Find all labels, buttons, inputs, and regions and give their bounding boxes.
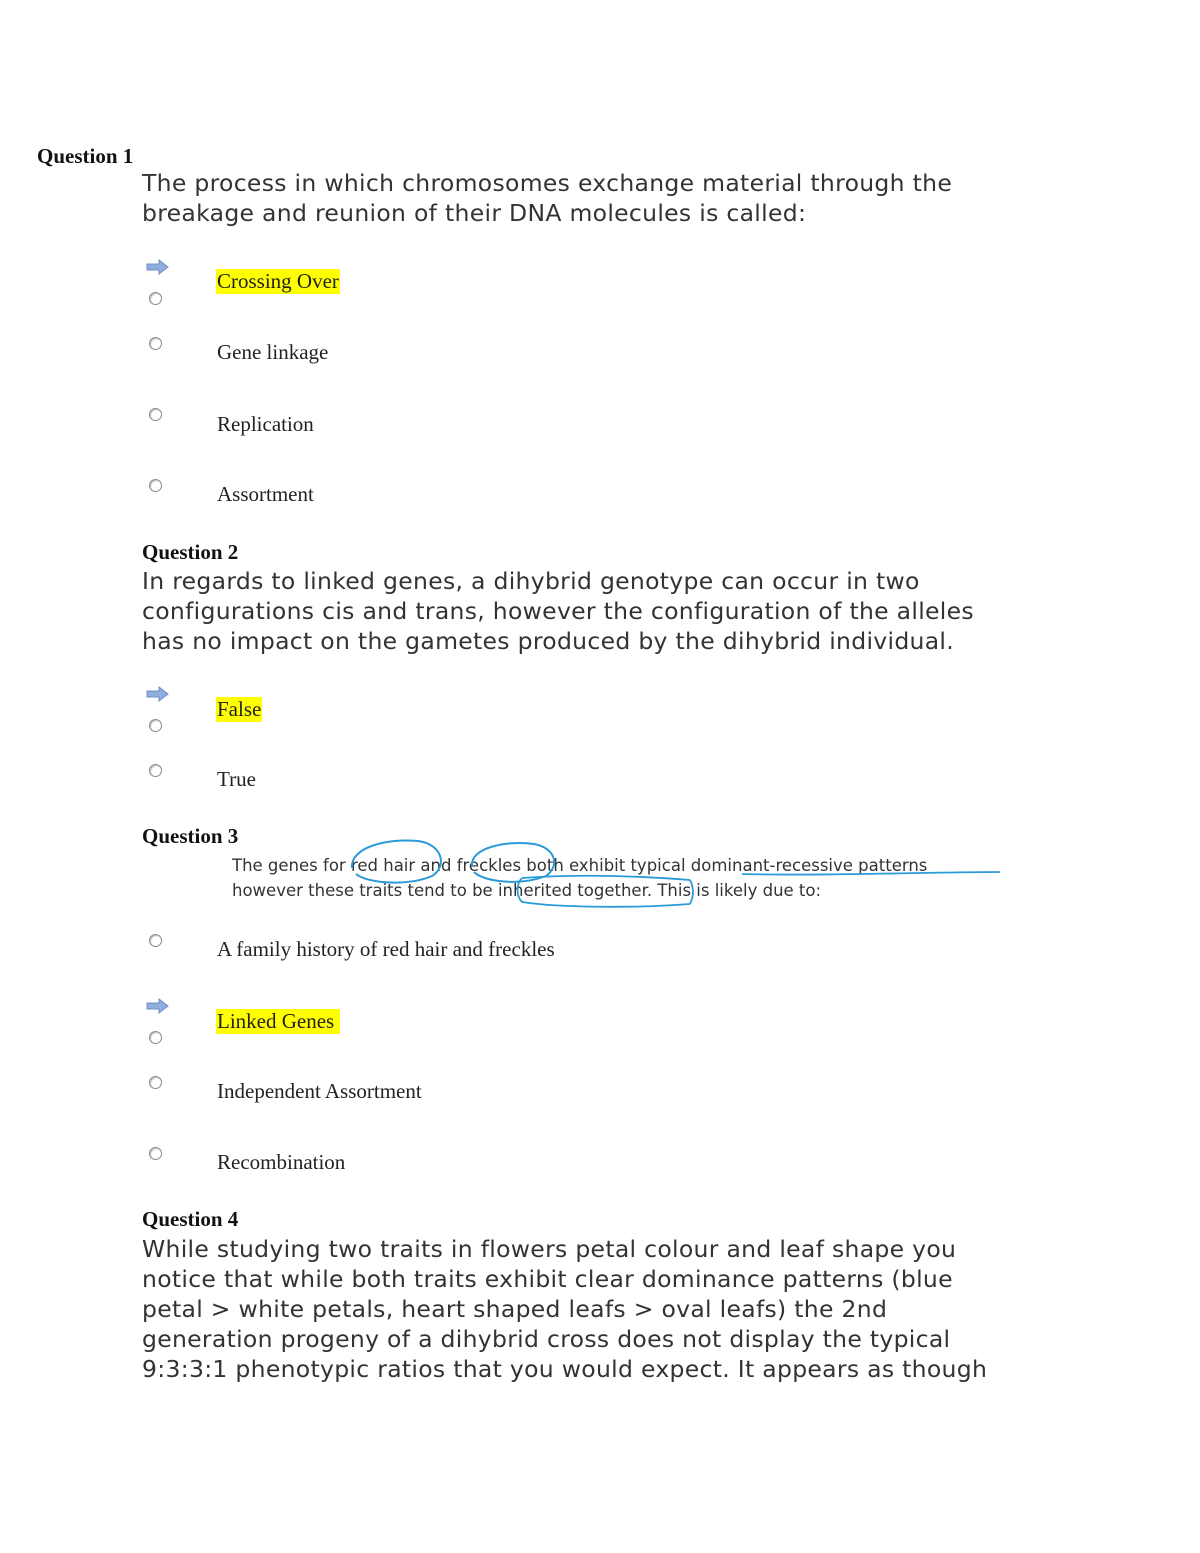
question-1-text: The process in which chromosomes exchange material through the breakage and reunion of their DNA molecules is called: xyxy=(142,169,953,227)
question-1-title: Question 1 xyxy=(37,144,134,168)
radio-button-icon[interactable] xyxy=(149,764,162,777)
arrow-right-icon xyxy=(146,259,170,275)
option-gene-linkage[interactable]: Gene linkage xyxy=(217,340,329,364)
question-4-text: While studying two traits in flowers petal colour and leaf shape you notice that while both traits exhibit clear dominance patterns (blue petal > white petals, heart shaped leafs > oval leafs) the 2nd generation progeny of a dihybrid cross does not display the typical 9:3:3:1 phenotypic ratios that you would expect. It appears as though xyxy=(142,1235,988,1383)
radio-button-icon[interactable] xyxy=(149,1076,162,1089)
question-4-title: Question 4 xyxy=(142,1207,239,1231)
option-recombination[interactable]: Recombination xyxy=(217,1150,346,1174)
option-linked-genes[interactable]: Linked Genes xyxy=(216,1009,340,1034)
radio-button-icon[interactable] xyxy=(149,337,162,350)
radio-button-icon[interactable] xyxy=(149,719,162,732)
arrow-right-icon xyxy=(146,686,170,702)
radio-button-icon[interactable] xyxy=(149,1147,162,1160)
option-family-history[interactable]: A family history of red hair and freckles xyxy=(217,937,555,961)
question-3-title: Question 3 xyxy=(142,824,239,848)
question-2-text: In regards to linked genes, a dihybrid genotype can occur in two configurations cis and trans, however the configuration of the alleles has no impact on the gametes produced by the dihybrid individual. xyxy=(142,567,974,655)
option-false[interactable]: False xyxy=(217,697,262,721)
radio-button-icon[interactable] xyxy=(149,479,162,492)
option-true[interactable]: True xyxy=(217,767,256,791)
radio-button-icon[interactable] xyxy=(149,408,162,421)
radio-button-icon[interactable] xyxy=(149,292,162,305)
option-assortment[interactable]: Assortment xyxy=(217,482,314,506)
radio-button-icon[interactable] xyxy=(149,1031,162,1044)
question-2-title: Question 2 xyxy=(142,540,239,564)
option-crossing-over[interactable]: Crossing Over xyxy=(217,269,339,293)
option-replication[interactable]: Replication xyxy=(217,412,314,436)
option-independent-assortment[interactable]: Independent Assortment xyxy=(217,1079,422,1103)
arrow-right-icon xyxy=(146,998,170,1014)
question-3-text: The genes for red hair and freckles both exhibit typical dominant-recessive patterns however these traits tend to be inherited together. This is likely due to: xyxy=(232,856,928,900)
radio-button-icon[interactable] xyxy=(149,934,162,947)
